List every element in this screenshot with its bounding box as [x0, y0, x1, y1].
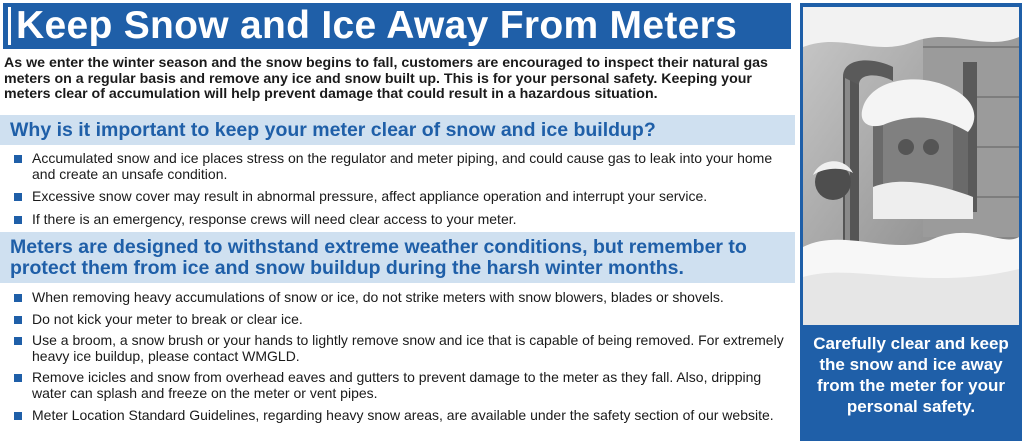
section1-heading: Why is it important to keep your meter clear of snow and ice buildup?	[10, 119, 656, 141]
title-bar	[3, 3, 791, 49]
snow-covered-meter-photo	[803, 7, 1019, 325]
section1-heading-band	[0, 115, 795, 145]
square-bullet-icon	[14, 193, 22, 201]
list-item	[12, 370, 792, 401]
list-item	[12, 290, 792, 306]
square-bullet-icon	[14, 316, 22, 324]
square-bullet-icon	[14, 216, 22, 224]
list-item-text: Meter Location Standard Guidelines, regarding heavy snow areas, are available under the safety section of our website.	[32, 406, 774, 423]
square-bullet-icon	[14, 412, 22, 420]
list-item	[12, 189, 792, 205]
list-item-text: When removing heavy accumulations of snow or ice, do not strike meters with snow blowers, blades or shovels.	[32, 289, 724, 305]
square-bullet-icon	[14, 337, 22, 345]
list-item	[12, 151, 792, 182]
caption-text: clear and keep the snow and ice away from the meter for your personal safety.	[817, 334, 1009, 416]
list-item-text: Do not kick your meter to break or clear ice.	[32, 310, 303, 327]
square-bullet-icon	[14, 374, 22, 382]
section2-list	[12, 290, 792, 429]
list-item-text: Remove icicles and snow from overhead eaves and gutters to prevent damage to the meter as they fall. Also, dripping water can splash and freeze on the meter or vent pipes.	[32, 369, 762, 401]
list-item	[12, 333, 792, 364]
list-item-text: If there is an emergency, response crews will need clear access to your meter.	[32, 210, 517, 227]
square-bullet-icon	[14, 155, 22, 163]
section1-list	[12, 151, 792, 234]
list-item	[12, 212, 792, 228]
meter-photo-illustration	[803, 7, 1019, 325]
title-accent-line	[8, 7, 11, 45]
section2-heading-band	[0, 232, 795, 283]
list-item	[12, 408, 792, 424]
list-item-text: Use a broom, a snow brush or your hands to lightly remove snow and ice that is capable of being removed. For extremely heavy ice buildup, please contact WMGLD.	[32, 332, 784, 364]
list-item-text: Excessive snow cover may result in abnormal pressure, affect appliance operation and interrupt your service.	[32, 188, 708, 205]
sidebar-panel	[800, 3, 1022, 441]
list-item-text: Accumulated snow and ice places stress on the regulator and meter piping, and could cause gas to leak into your home and create an unsafe condition.	[32, 150, 773, 182]
photo-caption	[800, 333, 1022, 417]
section2-heading: Meters are designed to withstand extreme weather conditions, but remember to protect them from ice and snow buildup during the harsh winter months.	[10, 236, 747, 279]
square-bullet-icon	[14, 294, 22, 302]
caption-strong: Carefully	[813, 334, 886, 353]
list-item	[12, 312, 792, 328]
page-title: Keep Snow and Ice Away From Meters	[16, 4, 738, 47]
intro-paragraph: As we enter the winter season and the snow begins to fall, customers are encouraged to inspect their natural gas meters on a regular basis and remove any ice and snow built up. This is for your personal safety. Keeping your meters clear of accumulation will help prevent damage that could result in a hazardous situation.	[4, 55, 768, 103]
